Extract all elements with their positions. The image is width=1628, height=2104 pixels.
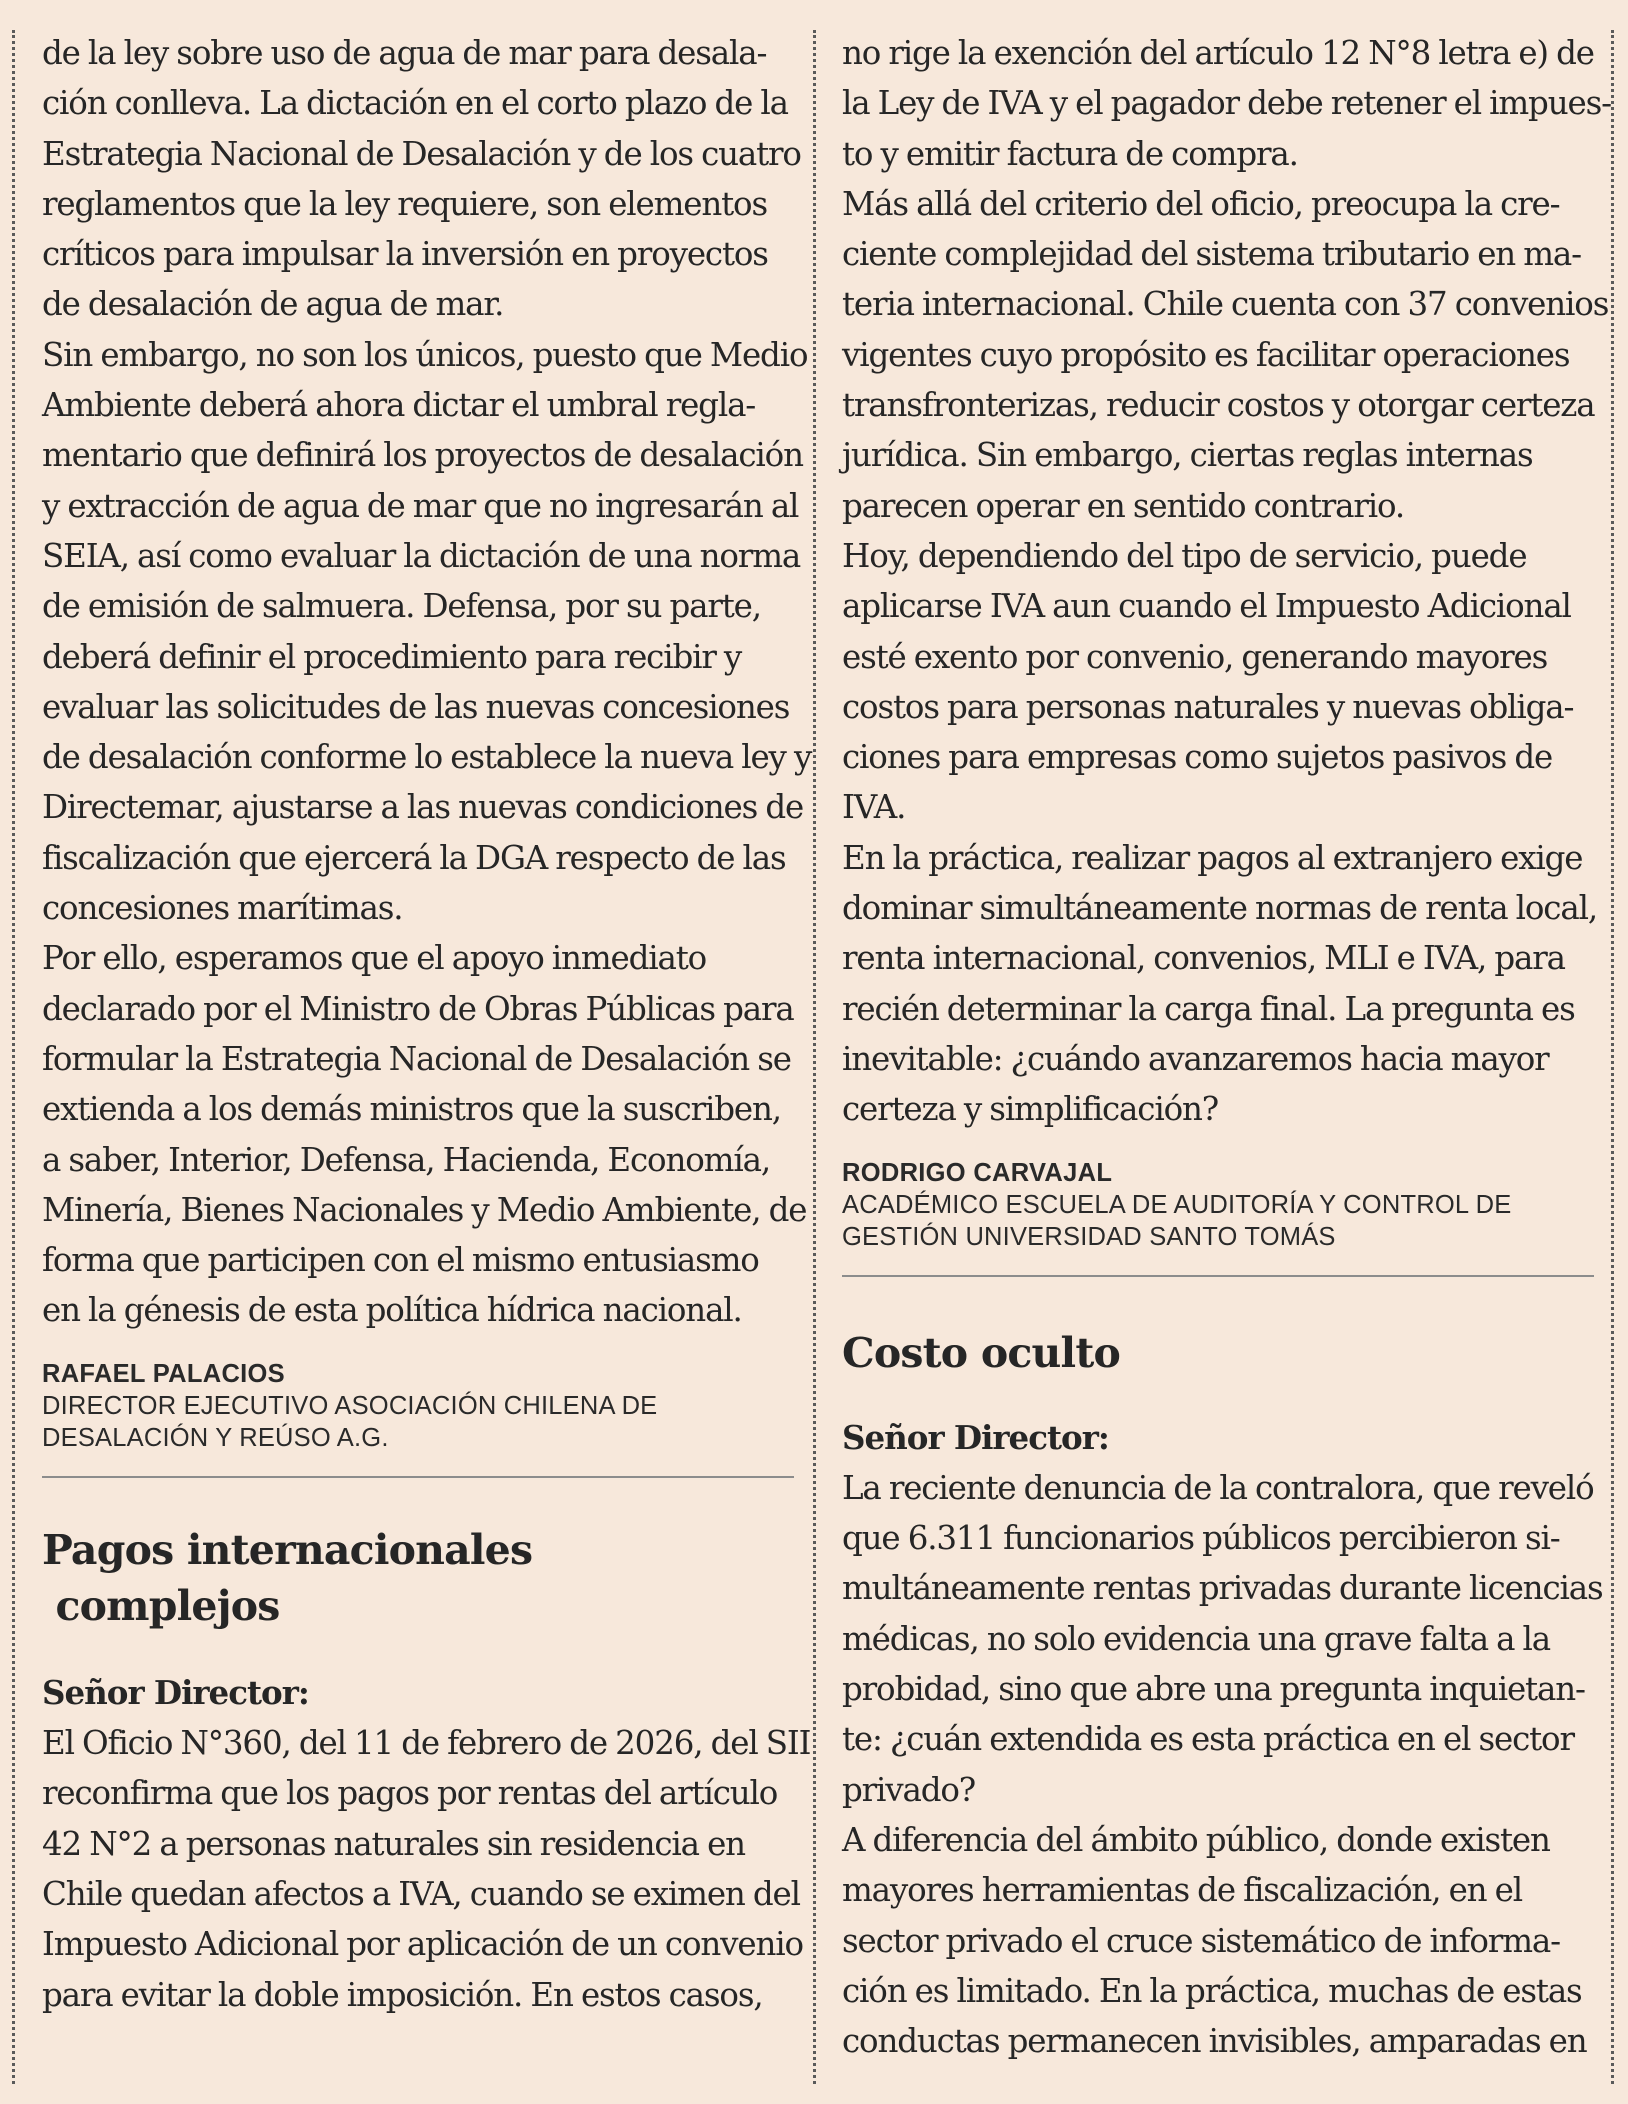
signature-role: ACADÉMICO ESCUELA DE AUDITORÍA Y CONTROL DE [842,1190,1512,1219]
signature-role: GESTIÓN UNIVERSIDAD SANTO TOMÁS [842,1222,1336,1251]
signature-name: RAFAEL PALACIOS [42,1359,285,1388]
signature-role: DIRECTOR EJECUTIVO ASOCIACIÓN CHILENA DE [42,1391,658,1420]
letter-3-paragraph: La reciente denuncia de la contralora, que reveló que 6.311 funcionarios públicos percibieron si- multáneamente rentas privadas durante licencias médicas, no solo evidencia una grave falta a la probidad, sino que abre una pregunta inquietan- te: ¿cuán extendida es esta práctica en el sector privado? [842,1468,1603,1809]
letter-1-body [42,28,812,1336]
column-divider-dotted-rule [813,30,816,2084]
letter-2-paragraph: Más allá del criterio del oficio, preocupa la cre- ciente complejidad del sistema tributario en ma- teria internacional. Chile cuenta con 37 convenios vigentes cuyo propósito es facilitar operaciones transfronterizas, reducir costos y otorgar certeza jurídica. Sin embargo, ciertas reglas internas parecen operar en sentido contrario. [842,184,1609,525]
letter-1-paragraph: Por ello, esperamos que el apoyo inmediato declarado por el Ministro de Obras Públicas para formular la Estrategia Nacional de Desalación se extienda a los demás ministros que la suscriben, a saber, Interior, Defensa, Hacienda, Economía, Minería, Bienes Nacionales y Medio Ambiente, de forma que participen con el mismo entusiasmo en la génesis de esta política hídrica nacional. [42,939,807,1330]
letter-2-body [42,1718,811,2020]
letter-2-paragraph: En la práctica, realizar pagos al extranjero exige dominar simultáneamente normas de renta local, renta internacional, convenios, MLI e IVA, para recién determinar la carga final. La pregunta es inevitable: ¿cuándo avanzaremos hacia mayor certeza y simplificación? [842,838,1597,1129]
letter-2-paragraph: Hoy, dependiendo del tipo de servicio, puede aplicarse IVA aun cuando el Impuesto Adicional esté exento por convenio, generando mayores costos para personas naturales y nuevas obliga- ciones para empresas como sujetos pasivos de IVA. [842,536,1574,827]
letter-2-paragraph: no rige la exención del artículo 12 N°8 letra e) de la Ley de IVA y el pagador debe retener el impues- to y emitir factura de compra. [842,34,1611,173]
signature-name: RODRIGO CARVAJAL [842,1158,1113,1187]
headline-line: complejos [42,1581,280,1630]
letter-1-signature [42,1358,794,1454]
letter-2-signature [842,1157,1594,1253]
right-column [842,28,1611,2066]
letter-3-body [842,1463,1603,2067]
left-column [42,28,812,2020]
letter-3-headline: Costo oculto [842,1328,1121,1377]
headline-line: Pagos internacionales [42,1525,533,1574]
letter-1-paragraph: Sin embargo, no son los únicos, puesto que Medio Ambiente deberá ahora dictar el umbral regla- mentario que definirá los proyectos de desalación y extracción de agua de mar que no ingresarán al SEIA, así como evaluar la dictación de una norma de emisión de salmuera. Defensa, por su parte, deberá definir el procedimiento para recibir y evaluar las solicitudes de las nuevas concesiones de desalación conforme lo establece la nueva ley y Directemar, ajustarse a las nuevas condiciones de fiscalización que ejercerá la DGA respecto de las concesiones marítimas. [42,335,812,928]
letter-2-continuation-body [842,28,1611,1135]
left-edge-dotted-rule [12,30,15,2084]
letter-1-paragraph: de la ley sobre uso de agua de mar para desala- ción conlleva. La dictación en el corto plazo de la Estrategia Nacional de Desalación y de los cuatro reglamentos que la ley requiere, son elementos críticos para impulsar la inversión en proyectos de desalación de agua de mar. [42,34,801,324]
letter-3-salutation: Señor Director: [842,1417,1109,1457]
letter-separator-rule [42,1476,794,1478]
letter-2-salutation: Señor Director: [42,1672,309,1712]
letter-separator-rule [842,1275,1594,1277]
letter-3-paragraph: A diferencia del ámbito público, donde existen mayores herramientas de fiscalización, en el sector privado el cruce sistemático de informa- ción es limitado. En la práctica, muchas de estas conductas permanecen invisibles, amparadas en [842,1820,1587,2061]
letter-2-paragraph: El Oficio N°360, del 11 de febrero de 2026, del SII reconfirma que los pagos por rentas del artículo 42 N°2 a personas naturales sin residencia en Chile quedan afectos a IVA, cuando se eximen del Impuesto Adicional por aplicación de un convenio para evitar la doble imposición. En estos casos, [42,1724,811,2014]
letter-2-headline [42,1522,794,1634]
signature-role: DESALACIÓN Y REÚSO A.G. [42,1423,389,1452]
right-edge-dotted-rule [1611,30,1614,2084]
